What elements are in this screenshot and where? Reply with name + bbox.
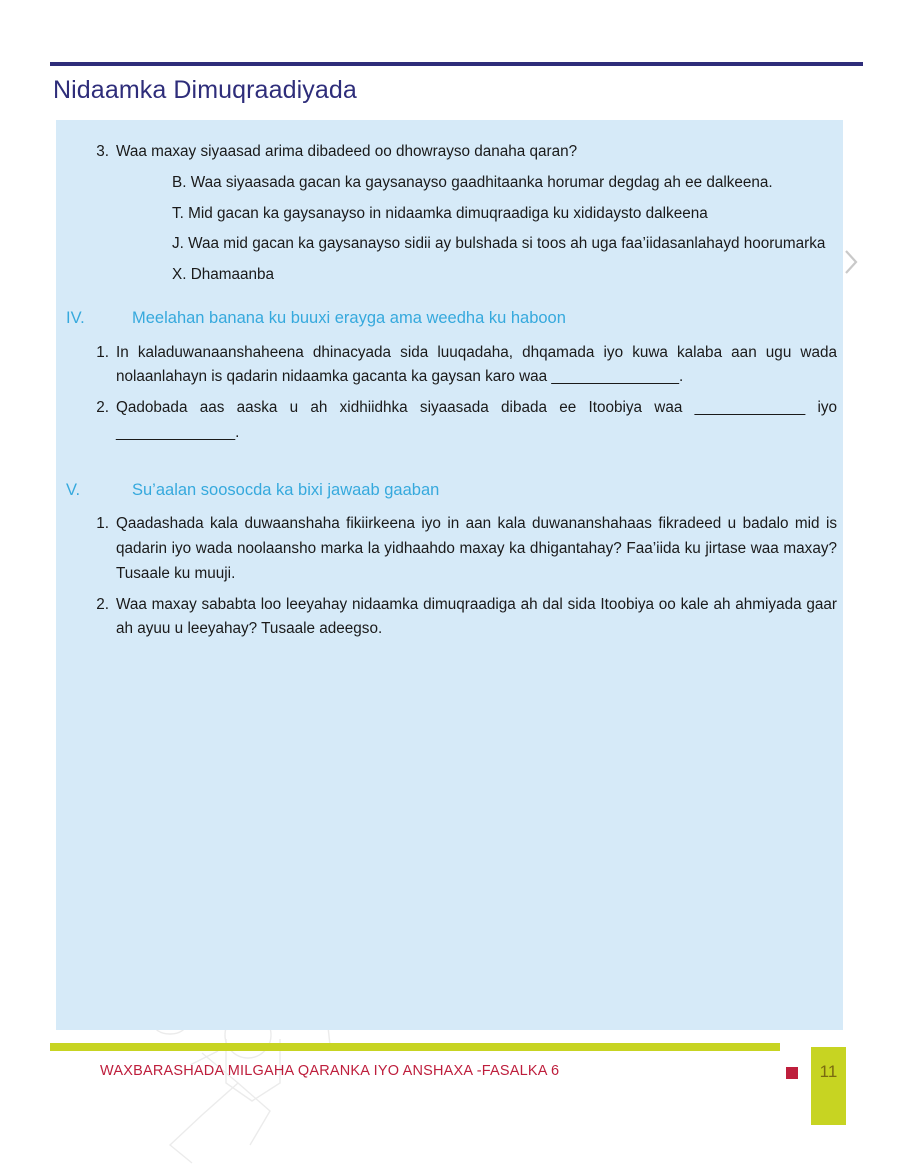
section-v-item-2-text: Waa maxay sababta loo leeyahay nidaamka dimuqraadiga ah dal sida Itoobiya oo kale ah ahmiyada gaar ah ayuu u leeyahay? Tusaale adeegso. (116, 595, 837, 638)
header-divider-rule (50, 62, 863, 66)
section-iv-item-2-text: Qadobada aas aaska u ah xidhiidhka siyaasada dibada ee Itoobiya waa _____________ iyo ______________. (116, 399, 837, 441)
section-iv-heading (56, 306, 843, 331)
footer-book-title: WAXBARASHADA MILGAHA QARANKA IYO ANSHAXA -FASALKA 6 (100, 1063, 560, 1079)
choice-j-text: Waa mid gacan ka gaysanayso sidii ay bulshada si toos ah uga faa’iidasanlahayd hoorumarka (188, 235, 826, 253)
choice-b-letter: B. (172, 173, 187, 191)
choice-x-text: Dhamaanba (190, 266, 275, 284)
question-3 (56, 140, 843, 165)
section-v-heading-text: Su’aalan soosocda ka bixi jawaab gaaban (132, 480, 440, 499)
question-3-block (56, 130, 843, 288)
section-iv-item-1 (56, 341, 843, 391)
exercise-content-panel (56, 120, 843, 1030)
choice-j-letter: J. (172, 235, 184, 253)
section-v-item-1 (56, 512, 843, 586)
section-v-heading (56, 478, 843, 503)
question-3-choice-b (56, 171, 843, 196)
question-3-choice-j (56, 232, 843, 257)
question-3-number: 3. (96, 143, 109, 160)
choice-x-letter: X. (172, 266, 187, 284)
section-iv-item-2 (56, 396, 843, 446)
section-v-item-2-number: 2. (96, 595, 109, 613)
question-3-choice-t (56, 202, 843, 227)
page-title: Nidaamka Dimuqraadiyada (53, 76, 357, 104)
section-v-item-1-text: Qaadashada kala duwaanshaha fikiirkeena iyo in aan kala duwananshahaas fikradeed u badalo mid is qadarin iyo wada noolaansho marka la yidhaahdo maxay ka dhigantahay? Faa’iida ku jirtase waa maxay? Tusaale ku muuji. (116, 515, 837, 582)
section-iv-item-2-number: 2. (96, 399, 109, 417)
section-v-item-1-number: 1. (96, 515, 109, 533)
choice-t-text: Mid gacan ka gaysanayso in nidaamka dimuqraadiga ku xididaysto dalkeena (188, 204, 708, 222)
section-v-roman: V. (66, 480, 81, 499)
page-number: 11 (819, 1062, 838, 1081)
choice-b-text: Waa siyaasada gacan ka gaysanayso gaadhitaanka horumar degdag ah ee dalkeena. (190, 173, 773, 191)
section-iv-heading-text: Meelahan banana ku buuxi erayga ama weedha ku haboon (132, 308, 566, 327)
footer-square-marker (786, 1067, 798, 1079)
question-3-text: Waa maxay siyaasad arima dibadeed oo dhowrayso danaha qaran? (116, 143, 578, 160)
section-iv-item-1-number: 1. (96, 343, 109, 361)
section-iv-item-1-text: In kaladuwanaanshaheena dhinacyada sida luuqadaha, dhqamada iyo kuwa kalaba aan ugu wada nolaanlahayn is qadarin nidaamka gacanta ka gaysan karo waa _______________. (116, 343, 837, 386)
section-iv-roman: IV. (66, 308, 85, 327)
section-v-item-2 (56, 593, 843, 643)
page-number-box (811, 1047, 846, 1125)
choice-t-letter: T. (172, 204, 184, 222)
footer-accent-bar (50, 1043, 780, 1051)
chevron-right-icon (843, 248, 859, 276)
question-3-choice-x (56, 263, 843, 288)
